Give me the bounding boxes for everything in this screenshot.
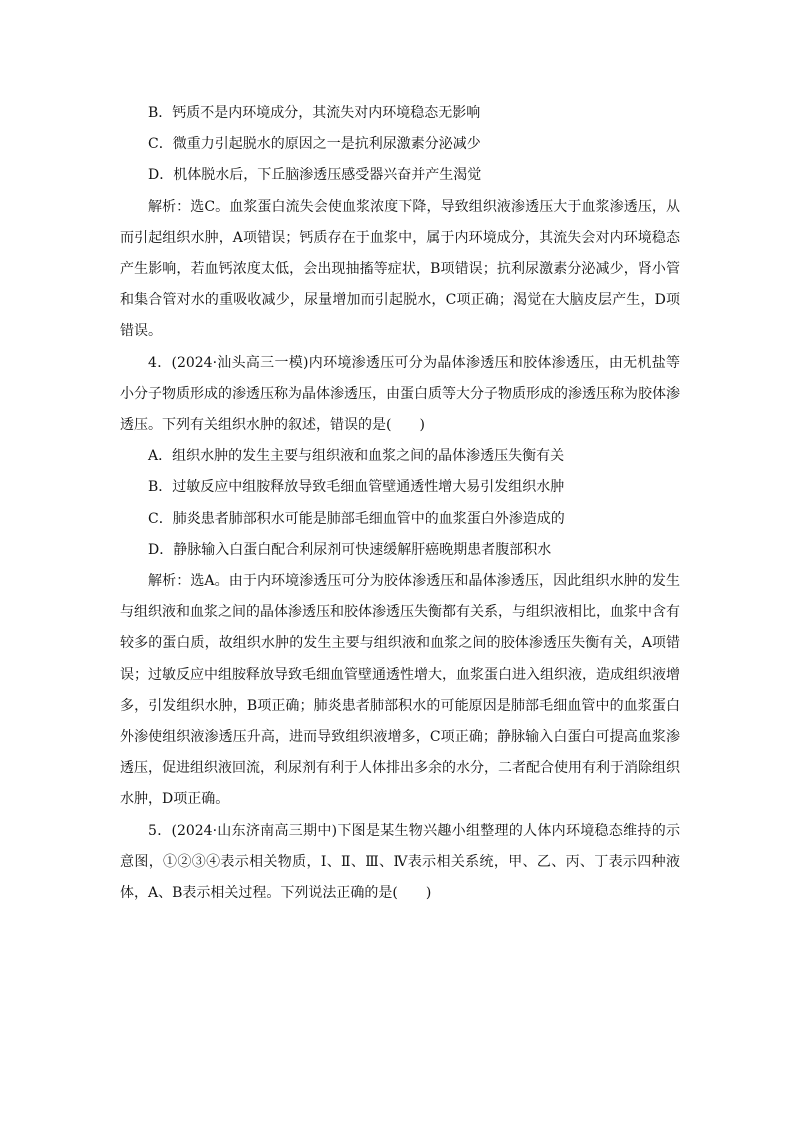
q4-option-c: C．肺炎患者肺部积水可能是肺部毛细血管中的血浆蛋白外渗造成的 <box>148 510 565 527</box>
q4-stem: 4．(2024·汕头高三一模)内环境渗透压可分为晶体渗透压和胶体渗透压，由无机盐等小分子物质形成的渗透压称为晶体渗透压，由蛋白质等大分子物质形成的渗透压称为胶体渗透压。下列有关组织水肿的叙述，错误的是( ) <box>120 354 680 434</box>
q4-option-d: D．静脉输入白蛋白配合利尿剂可快速缓解肝癌晚期患者腹部积水 <box>148 541 552 558</box>
q3-option-c: C．微重力引起脱水的原因之一是抗利尿激素分泌减少 <box>148 136 481 153</box>
q4-option-b: B．过敏反应中组胺释放导致毛细血管壁通透性增大易引发组织水肿 <box>148 479 565 496</box>
q3-option-d: D．机体脱水后，下丘脑渗透压感受器兴奋并产生渴觉 <box>148 167 482 184</box>
q4-analysis: 解析：选A。由于内环境渗透压可分为胶体渗透压和晶体渗透压，因此组织水肿的发生与组织液和血浆之间的晶体渗透压和胶体渗透压失衡都有关系，与组织液相比，血浆中含有较多的蛋白质，故组织水肿的发生主要与组织液和血浆之间的胶体渗透压失衡有关，A项错误；过敏反应中组胺释放导致毛细血管壁通透性增大，血浆蛋白进入组织液，造成组织液增多，引发组织水肿，B项正确；肺炎患者肺部积水的可能原因是肺部毛细血管中的血浆蛋白外渗使组织液渗透压升高，进而导致组织液增多，C项正确；静脉输入白蛋白可提高血浆渗透压，促进组织液回流，利尿剂有利于人体排出多余的水分，二者配合使用有利于消除组织水肿，D项正确。 <box>120 573 680 808</box>
q5-stem: 5．(2024·山东济南高三期中)下图是某生物兴趣小组整理的人体内环境稳态维持的示意图，①②③④表示相关物质，Ⅰ、Ⅱ、Ⅲ、Ⅳ表示相关系统，甲、乙、丙、丁表示四种液体，A、B表示相关过程。下列说法正确的是( ) <box>120 822 680 902</box>
document-body <box>120 98 680 909</box>
q4-option-a: A．组织水肿的发生主要与组织液和血浆之间的晶体渗透压失衡有关 <box>148 448 565 465</box>
q3-option-b: B．钙质不是内环境成分，其流失对内环境稳态无影响 <box>148 105 481 121</box>
q3-analysis: 解析：选C。血浆蛋白流失会使血浆浓度下降，导致组织液渗透压大于血浆渗透压，从而引起组织水肿，A项错误；钙质存在于血浆中，属于内环境成分，其流失会对内环境稳态产生影响，若血钙浓度太低，会出现抽搐等症状，B项错误；抗利尿激素分泌减少，肾小管和集合管对水的重吸收减少，尿量增加而引起脱水，C项正确；渴觉在大脑皮层产生，D项错误。 <box>120 198 680 340</box>
